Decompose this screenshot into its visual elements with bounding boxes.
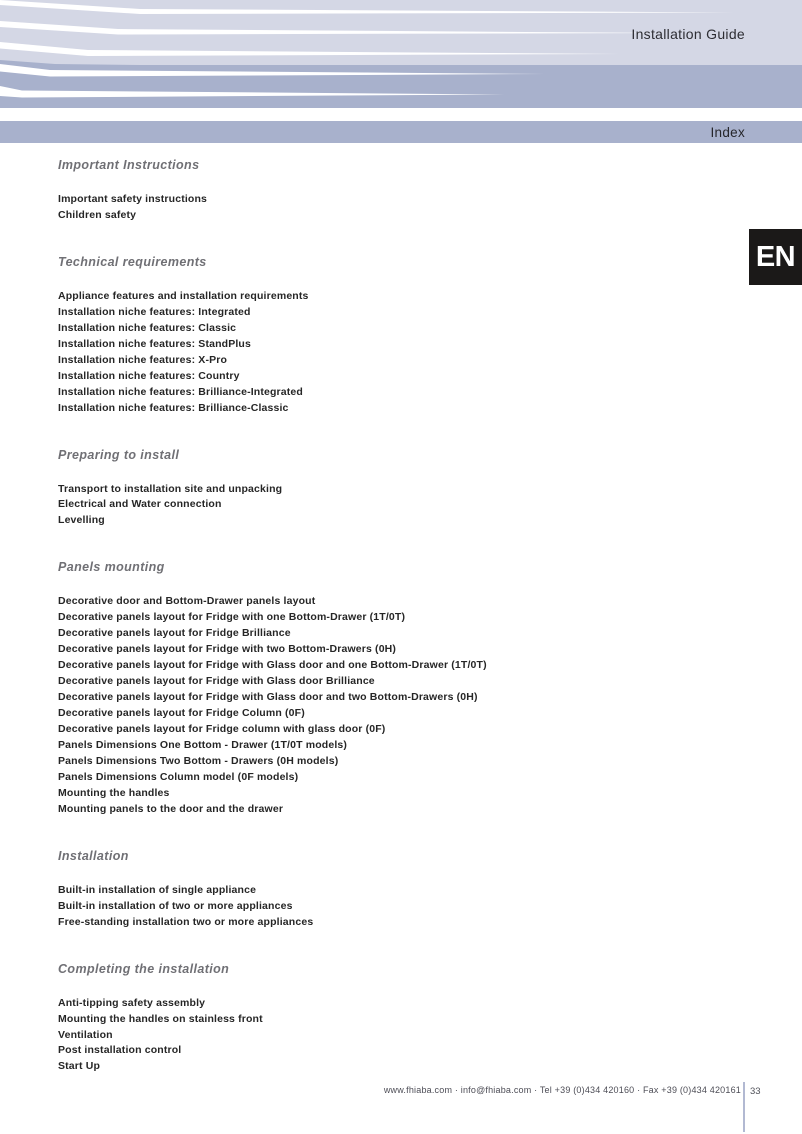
index-item: Decorative panels layout for Fridge Column (0F) [58,707,305,720]
section-heading: Panels mounting [58,560,165,575]
section-items [58,594,748,817]
index-item: Installation niche features: Brilliance-Classic [58,401,289,414]
index-item: Free-standing installation two or more appliances [58,915,314,928]
index-item: Installation niche features: Brilliance-Integrated [58,385,303,398]
section-items [58,996,748,1076]
page-number: 33 [750,1086,761,1097]
index-item: Anti-tipping safety assembly [58,996,206,1009]
index-item: Built-in installation of two or more appliances [58,899,293,912]
index-item: Installation niche features: Country [58,369,240,382]
section-items [58,289,748,417]
index-item: Important safety instructions [58,193,208,205]
index-item: Mounting the handles on stainless front [58,1012,263,1025]
index-section [58,255,748,417]
index-section [58,849,748,931]
index-band [0,121,802,143]
index-item: Panels Dimensions Column model (0F models) [58,770,299,783]
index-heading: Index [710,125,745,140]
index-item: Decorative panels layout for Fridge with Glass door Brilliance [58,675,375,688]
index-item: Ventilation [58,1028,113,1041]
index-item: Decorative door and Bottom-Drawer panels layout [58,595,316,608]
index-item: Mounting panels to the door and the drawer [58,802,284,815]
index-item: Decorative panels layout for Fridge column with glass door (0F) [58,723,386,736]
section-items [58,192,748,224]
language-badge: EN [749,229,802,285]
footer-contact: www.fhiaba.com · info@fhiaba.com · Tel +39 (0)434 420160 · Fax +39 (0)434 420161 [383,1085,741,1095]
index-item: Children safety [58,208,137,221]
index-item: Decorative panels layout for Fridge with one Bottom-Drawer (1T/0T) [58,611,406,624]
index-item: Electrical and Water connection [58,498,222,511]
index-item: Start Up [58,1060,101,1073]
index-item: Installation niche features: X-Pro [58,353,228,366]
index-item: Panels Dimensions Two Bottom - Drawers (0H models) [58,754,339,767]
index-item: Post installation control [58,1044,182,1057]
index-item: Decorative panels layout for Fridge Brilliance [58,627,291,640]
index-item: Transport to installation site and unpacking [58,482,283,495]
index-item: Mounting the handles [58,786,170,799]
index-item: Installation niche features: StandPlus [58,337,251,350]
section-items [58,482,748,530]
footer-divider [743,1082,745,1132]
section-heading: Installation [58,848,129,863]
index-section [58,158,748,224]
index-item: Decorative panels layout for Fridge with Glass door and one Bottom-Drawer (1T/0T) [58,659,487,672]
index-item: Decorative panels layout for Fridge with Glass door and two Bottom-Drawers (0H) [58,691,478,704]
index-item: Levelling [58,514,105,527]
section-heading: Completing the installation [58,961,230,976]
index-item: Installation niche features: Integrated [58,305,251,318]
index-section [58,962,748,1076]
index-item: Installation niche features: Classic [58,321,237,334]
index-item: Built-in installation of single appliance [58,883,257,896]
section-items [58,883,748,931]
index-item: Appliance features and installation requirements [58,289,309,302]
index-section [58,448,748,530]
index-section [58,560,748,817]
page-title: Installation Guide [631,26,745,42]
index-item: Decorative panels layout for Fridge with two Bottom-Drawers (0H) [58,643,397,656]
index-item: Panels Dimensions One Bottom - Drawer (1T/0T models) [58,738,348,751]
section-heading: Technical requirements [58,254,207,269]
index-sections [58,143,748,1075]
section-heading: Preparing to install [58,447,180,462]
decorative-stripes [0,0,802,108]
section-heading: Important Instructions [58,158,200,172]
